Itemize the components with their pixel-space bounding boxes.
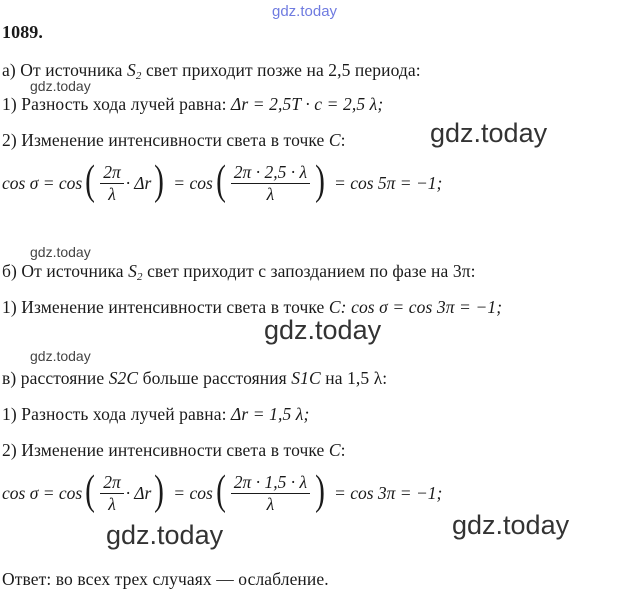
watermark-top: gdz.today: [272, 3, 338, 20]
part-b-heading: б) От источника $S_2$ свет приходит с запозданием по фазе на 3π:: [2, 261, 476, 283]
part-a-item-1: 1) Разность хода лучей равна: Δr = 2,5T · c = 2,5 λ;: [2, 94, 384, 114]
part-c-item-1: 1) Разность хода лучей равна: Δr = 1,5 λ;: [2, 404, 310, 424]
watermark-4: gdz.today: [264, 315, 382, 345]
fraction-2pi-lambda: $\frac{2\pi}{\lambda}$: [100, 163, 124, 203]
part-a-item-2: 2) Изменение интенсивности света в точке C:: [2, 130, 346, 150]
part-c-item-2: 2) Изменение интенсивности света в точке C:: [2, 440, 346, 460]
part-a-heading: а) От источника $S_2$ свет приходит позже на 2,5 периода:: [2, 60, 421, 82]
fraction-2pi-lambda-c: $\frac{2\pi}{\lambda}$: [100, 473, 124, 513]
part-b-item-1: 1) Изменение интенсивности света в точке C: cos σ = cos 3π = −1;: [2, 297, 503, 317]
watermark-1: gdz.today: [30, 78, 91, 94]
part-a-equation: cos σ = cos ( $\frac{2\pi}{\lambda}$ · Δr ) = cos ( $\frac{2\pi \cdot 2,5 \cdot \lambda}{\lambda}$ ) = cos 5π = −1;: [2, 158, 443, 204]
watermark-3: gdz.today: [30, 244, 91, 260]
watermark-7: gdz.today: [106, 520, 224, 550]
problem-number: 1089.: [2, 22, 43, 42]
part-c-heading: в) расстояние S2C больше расстояния S1C на 1,5 λ:: [2, 368, 388, 388]
watermark-2: gdz.today: [430, 118, 548, 148]
answer: Ответ: во всех трех случаях — ослабление.: [2, 569, 329, 589]
watermark-6: gdz.today: [452, 510, 570, 540]
part-c-equation: cos σ = cos ( $\frac{2\pi}{\lambda}$ · Δr ) = cos ( $\frac{2\pi \cdot 1,5 \cdot \lambda}{\lambda}$ ) = cos 3π = −1;: [2, 468, 443, 514]
watermark-5: gdz.today: [30, 348, 91, 364]
fraction-phase-c: $\frac{2\pi \cdot 1,5 \cdot \lambda}{\lambda}$: [231, 473, 310, 513]
fraction-phase-a: $\frac{2\pi \cdot 2,5 \cdot \lambda}{\lambda}$: [231, 163, 310, 203]
